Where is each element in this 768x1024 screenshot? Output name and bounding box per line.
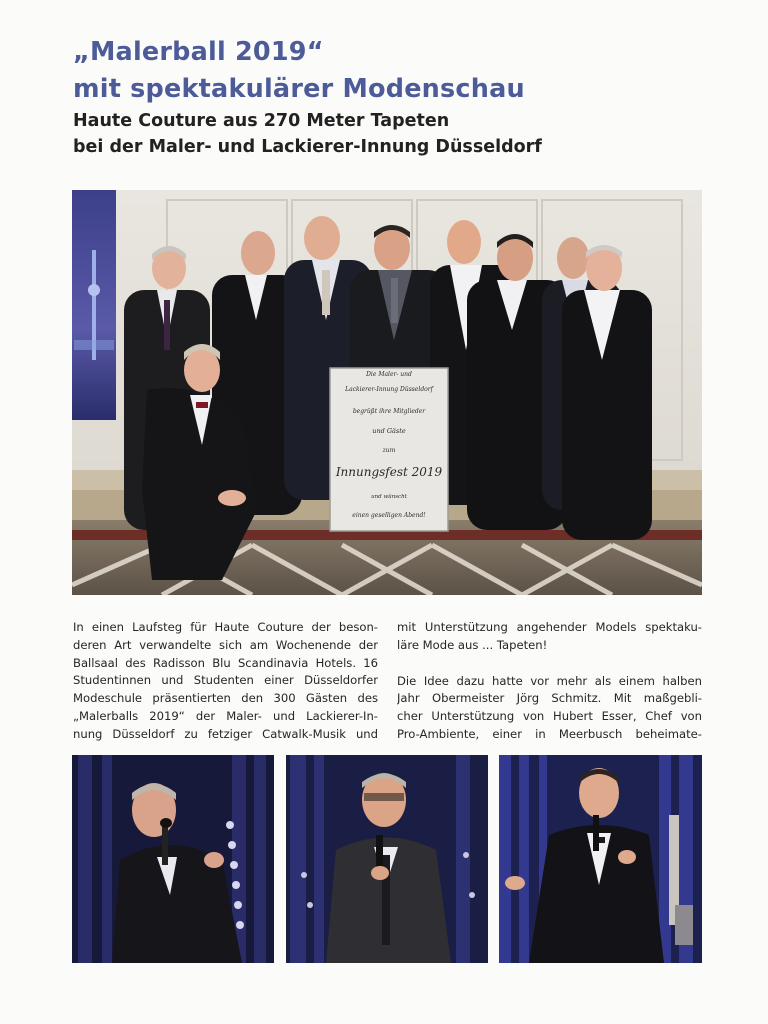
text-line: läre Mode aus ... Tapeten! [397, 637, 548, 652]
text-line: Jahr Obermeister Jörg Schmitz. Mit maßgebli- [397, 691, 702, 706]
text-line: Modeschule präsentierten den 300 Gästen des [73, 691, 378, 706]
text-line: mit Unterstützung angehender Models spektaku- [397, 620, 702, 634]
text-line: deren Art verwandelte sich am Wochenende der [73, 637, 378, 652]
title-line-2: mit spektakulärer Modenschau [73, 74, 525, 104]
subtitle-line-2: bei der Maler- und Lackierer-Innung Düsseldorf [73, 137, 542, 157]
text-line: nung Düsseldorf zu fetziger Catwalk-Musik und [73, 726, 378, 741]
text-line: „Malerballs 2019“ der Maler- und Lackierer-In- [73, 708, 378, 723]
body-text-right [397, 619, 702, 744]
sign-line-6: Innungsfest 2019 [335, 465, 443, 479]
welcome-sign [330, 368, 448, 531]
speaker-photo-2-illustration [286, 755, 488, 963]
group-photo-illustration [72, 190, 702, 595]
sign-line-2: Lackierer-Innung Düsseldorf [345, 386, 433, 393]
title-line-1: „Malerball 2019“ [73, 37, 324, 67]
speaker-photo-1 [72, 755, 274, 963]
sign-line-8: einen geselligen Abend! [352, 512, 426, 519]
speaker-photo-3-illustration [499, 755, 702, 963]
text-line: Die Idee dazu hatte vor mehr als einem halben [397, 673, 702, 688]
body-paragraph [73, 619, 378, 744]
text-line: cher Unterstützung von Hubert Esser, Chef von [397, 709, 702, 724]
body-text-left [73, 619, 378, 744]
subtitle-line-1: Haute Couture aus 270 Meter Tapeten [73, 111, 450, 131]
text-line: Ballsaal des Radisson Blu Scandinavia Hotels. 16 [73, 655, 378, 670]
body-paragraph [397, 619, 702, 655]
article-subtitle [73, 108, 542, 160]
body-paragraph [397, 673, 702, 744]
text-line: In einen Laufsteg für Haute Couture der beson- [73, 620, 378, 634]
text-line: Pro-Ambiente, einer in Meerbusch beheimate- [397, 726, 702, 741]
sign-line-7: und wünscht [371, 494, 407, 500]
sign-line-4: und Gäste [372, 427, 406, 435]
sign-line-1: Die Maler- und [366, 371, 412, 378]
text-line: Studentinnen und Studenten einer Düsseldorfer [73, 673, 378, 688]
speaker-photo-1-illustration [72, 755, 274, 963]
speaker-photo-3 [499, 755, 702, 963]
sign-line-3: begrüßt ihre Mitglieder [352, 408, 426, 415]
sign-line-5: zum [382, 447, 396, 454]
article-title [73, 34, 525, 108]
speaker-photo-2 [286, 755, 488, 963]
group-photo [72, 190, 702, 595]
